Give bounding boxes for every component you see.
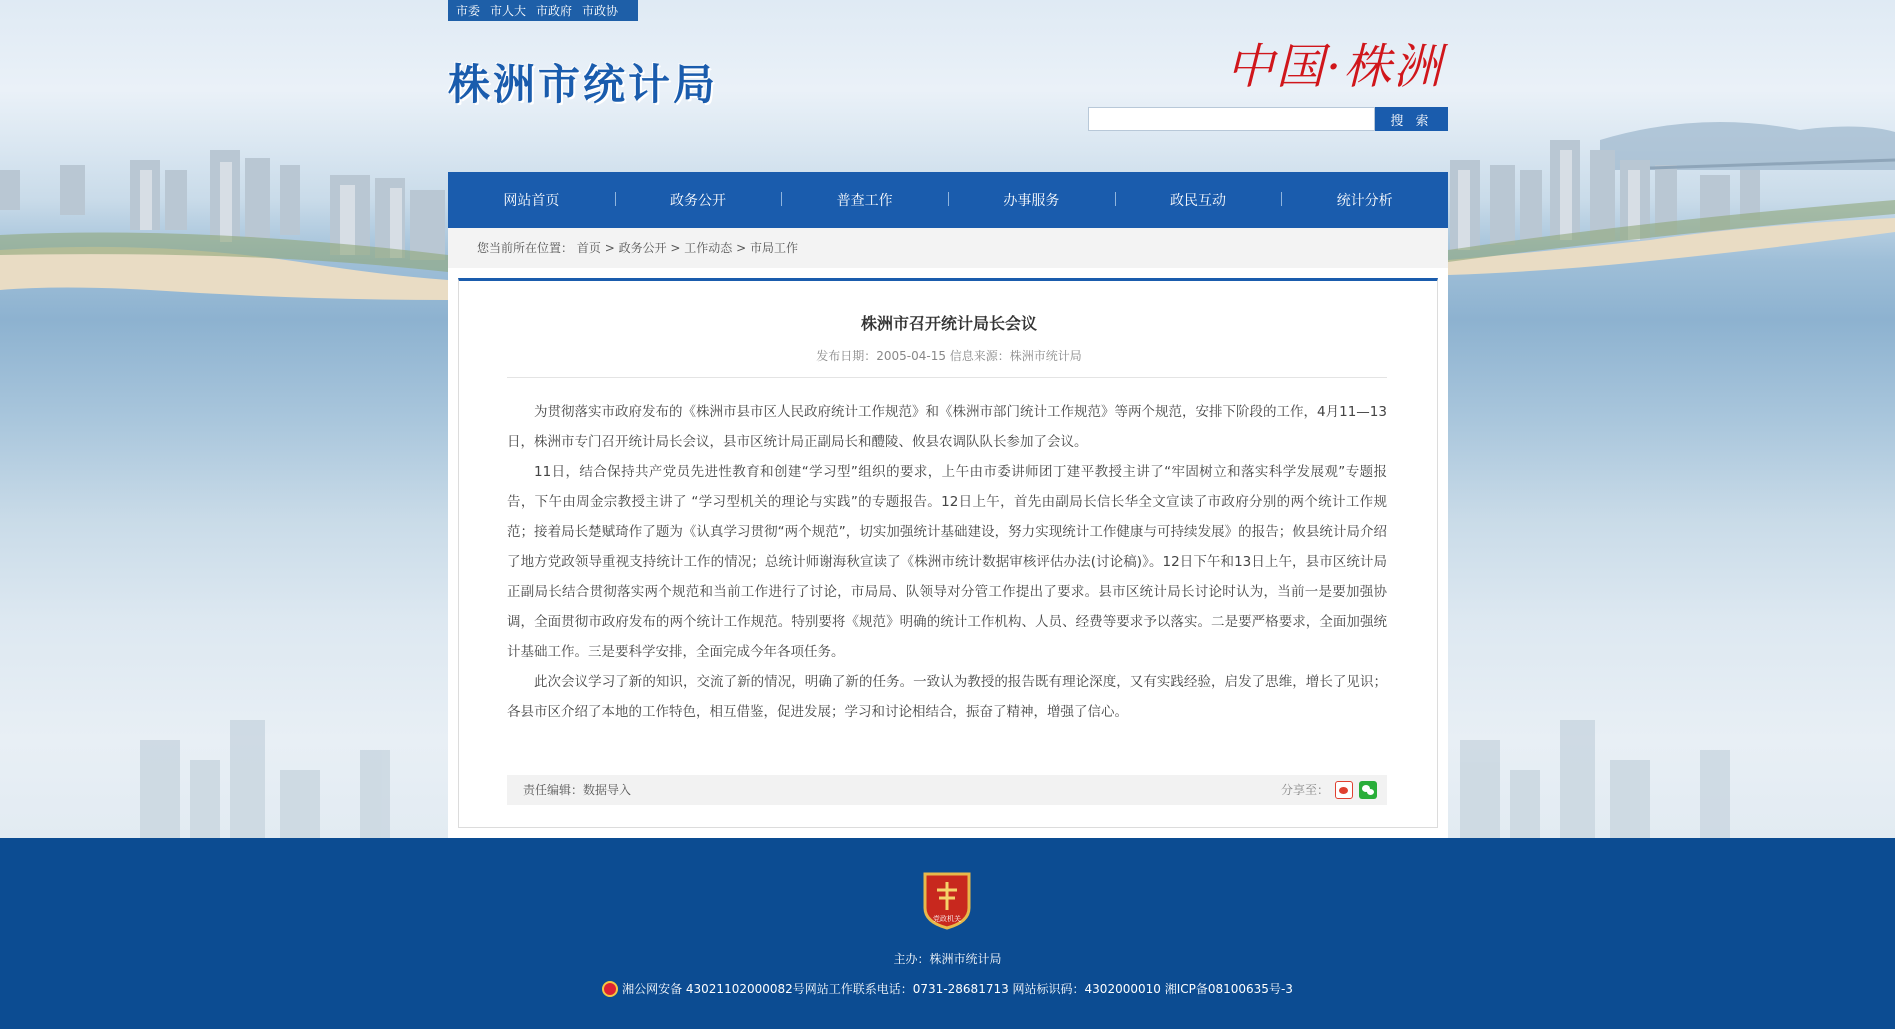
article-container bbox=[458, 278, 1438, 828]
top-link-government[interactable]: 市政府 bbox=[536, 4, 573, 18]
article-footer-bar bbox=[507, 775, 1387, 805]
site-title[interactable]: 株洲市统计局 bbox=[448, 60, 719, 109]
nav-item-home[interactable]: 网站首页 bbox=[503, 193, 560, 209]
editor-label: 责任编辑：数据导入 bbox=[523, 783, 632, 797]
breadcrumb-separator: > bbox=[670, 241, 685, 255]
top-link-party-committee[interactable]: 市委 bbox=[456, 4, 481, 18]
breadcrumb-separator: > bbox=[604, 241, 619, 255]
footer-record bbox=[0, 980, 1895, 997]
main-nav bbox=[448, 172, 1448, 228]
nav-item-interaction[interactable]: 政民互动 bbox=[1115, 190, 1282, 210]
weibo-share-icon[interactable] bbox=[1335, 781, 1353, 799]
nav-item-analysis[interactable]: 统计分析 bbox=[1281, 190, 1448, 210]
nav-item-census[interactable]: 普查工作 bbox=[781, 190, 948, 210]
article-body bbox=[507, 397, 1387, 727]
main-panel bbox=[448, 228, 1448, 838]
wechat-share-icon[interactable] bbox=[1359, 781, 1377, 799]
share-bar bbox=[1281, 775, 1377, 805]
breadcrumb-item-bureau[interactable]: 市局工作 bbox=[750, 241, 799, 255]
breadcrumb-prefix: 您当前所在位置： bbox=[477, 241, 574, 255]
breadcrumb-item-news[interactable]: 工作动态 bbox=[684, 241, 733, 255]
breadcrumb-separator: > bbox=[736, 241, 750, 255]
nav-item-services[interactable]: 办事服务 bbox=[948, 190, 1115, 210]
site-footer bbox=[0, 838, 1895, 1029]
police-badge-icon bbox=[602, 981, 618, 997]
article-paragraph: 为贯彻落实市政府发布的《株洲市县市区人民政府统计工作规范》和《株洲市部门统计工作规范》等两个规范，安排下阶段的工作，4月11—13日，株洲市专门召开统计局长会议，县市区统计局正副局长和醴陵、攸县农调队队长参加了会议。 bbox=[507, 404, 1387, 450]
badge-text: 党政机关 bbox=[933, 915, 961, 923]
breadcrumb bbox=[448, 228, 1448, 268]
footer-record-text[interactable]: 湘公网安备 43021102000082号网站工作联系电话：0731-28681713 网站标识码：4302000010 湘ICP备08100635号-3 bbox=[622, 982, 1293, 996]
footer-host: 主办：株洲市统计局 bbox=[893, 952, 1002, 966]
article-paragraph: 此次会议学习了新的知识，交流了新的情况，明确了新的任务。一致认为教授的报告既有理论深度，又有实践经验，启发了思维，增长了见识；各县市区介绍了本地的工作特色，相互借鉴，促进发展；学习和讨论相结合，振奋了精神，增强了信心。 bbox=[507, 674, 1387, 720]
share-label: 分享至： bbox=[1280, 783, 1329, 797]
party-government-badge-icon[interactable] bbox=[921, 870, 973, 930]
article-title: 株洲市召开统计局长会议 bbox=[860, 314, 1037, 333]
breadcrumb-item-home[interactable]: 首页 bbox=[576, 241, 601, 255]
search-button[interactable]: 搜 索 bbox=[1375, 107, 1448, 131]
article-meta: 发布日期：2005-04-15 信息来源：株洲市统计局 bbox=[816, 349, 1082, 363]
search-input[interactable] bbox=[1088, 107, 1375, 131]
calligraphy-logo: 中国·株洲 bbox=[1226, 39, 1444, 95]
article-paragraph: 11日，结合保持共产党员先进性教育和创建“学习型”组织的要求，上午由市委讲师团丁建平教授主讲了“牢固树立和落实科学发展观”专题报告，下午由周金宗教授主讲了 “学习型机关的理论与实践”的专题报告。12日上午，首先由副局长信长华全文宣读了市政府分别的两个统计工作规范；接着局长楚赋琦作了题为《认真学习贯彻“两个规范”，切实加强统计基础建设，努力实现统计工作健康与可持续发展》的报告；攸县统计局介绍了地方党政领导重视支持统计工作的情况；总统计师谢海秋宣读了《株洲市统计数据审核评估办法(讨论稿)》。12日下午和13日上午，县市区统计局正副局长结合贯彻落实两个规范和当前工作进行了讨论，市局局、队领导对分管工作提出了要求。县市区统计局长讨论时认为，当前一是要加强协调，全面贯彻市政府发布的两个统计工作规范。特别要将《规范》明确的统计工作机构、人员、经费等要求予以落实。二是要严格要求，全面加强统计基础工作。三是要科学安排，全面完成今年各项任务。 bbox=[507, 464, 1387, 660]
nav-item-government-affairs[interactable]: 政务公开 bbox=[615, 190, 782, 210]
top-links-bar bbox=[448, 0, 638, 21]
article-divider bbox=[507, 377, 1387, 378]
breadcrumb-item-affairs[interactable]: 政务公开 bbox=[618, 241, 667, 255]
top-link-cppcc[interactable]: 市政协 bbox=[582, 4, 619, 18]
top-link-congress[interactable]: 市人大 bbox=[490, 4, 527, 18]
